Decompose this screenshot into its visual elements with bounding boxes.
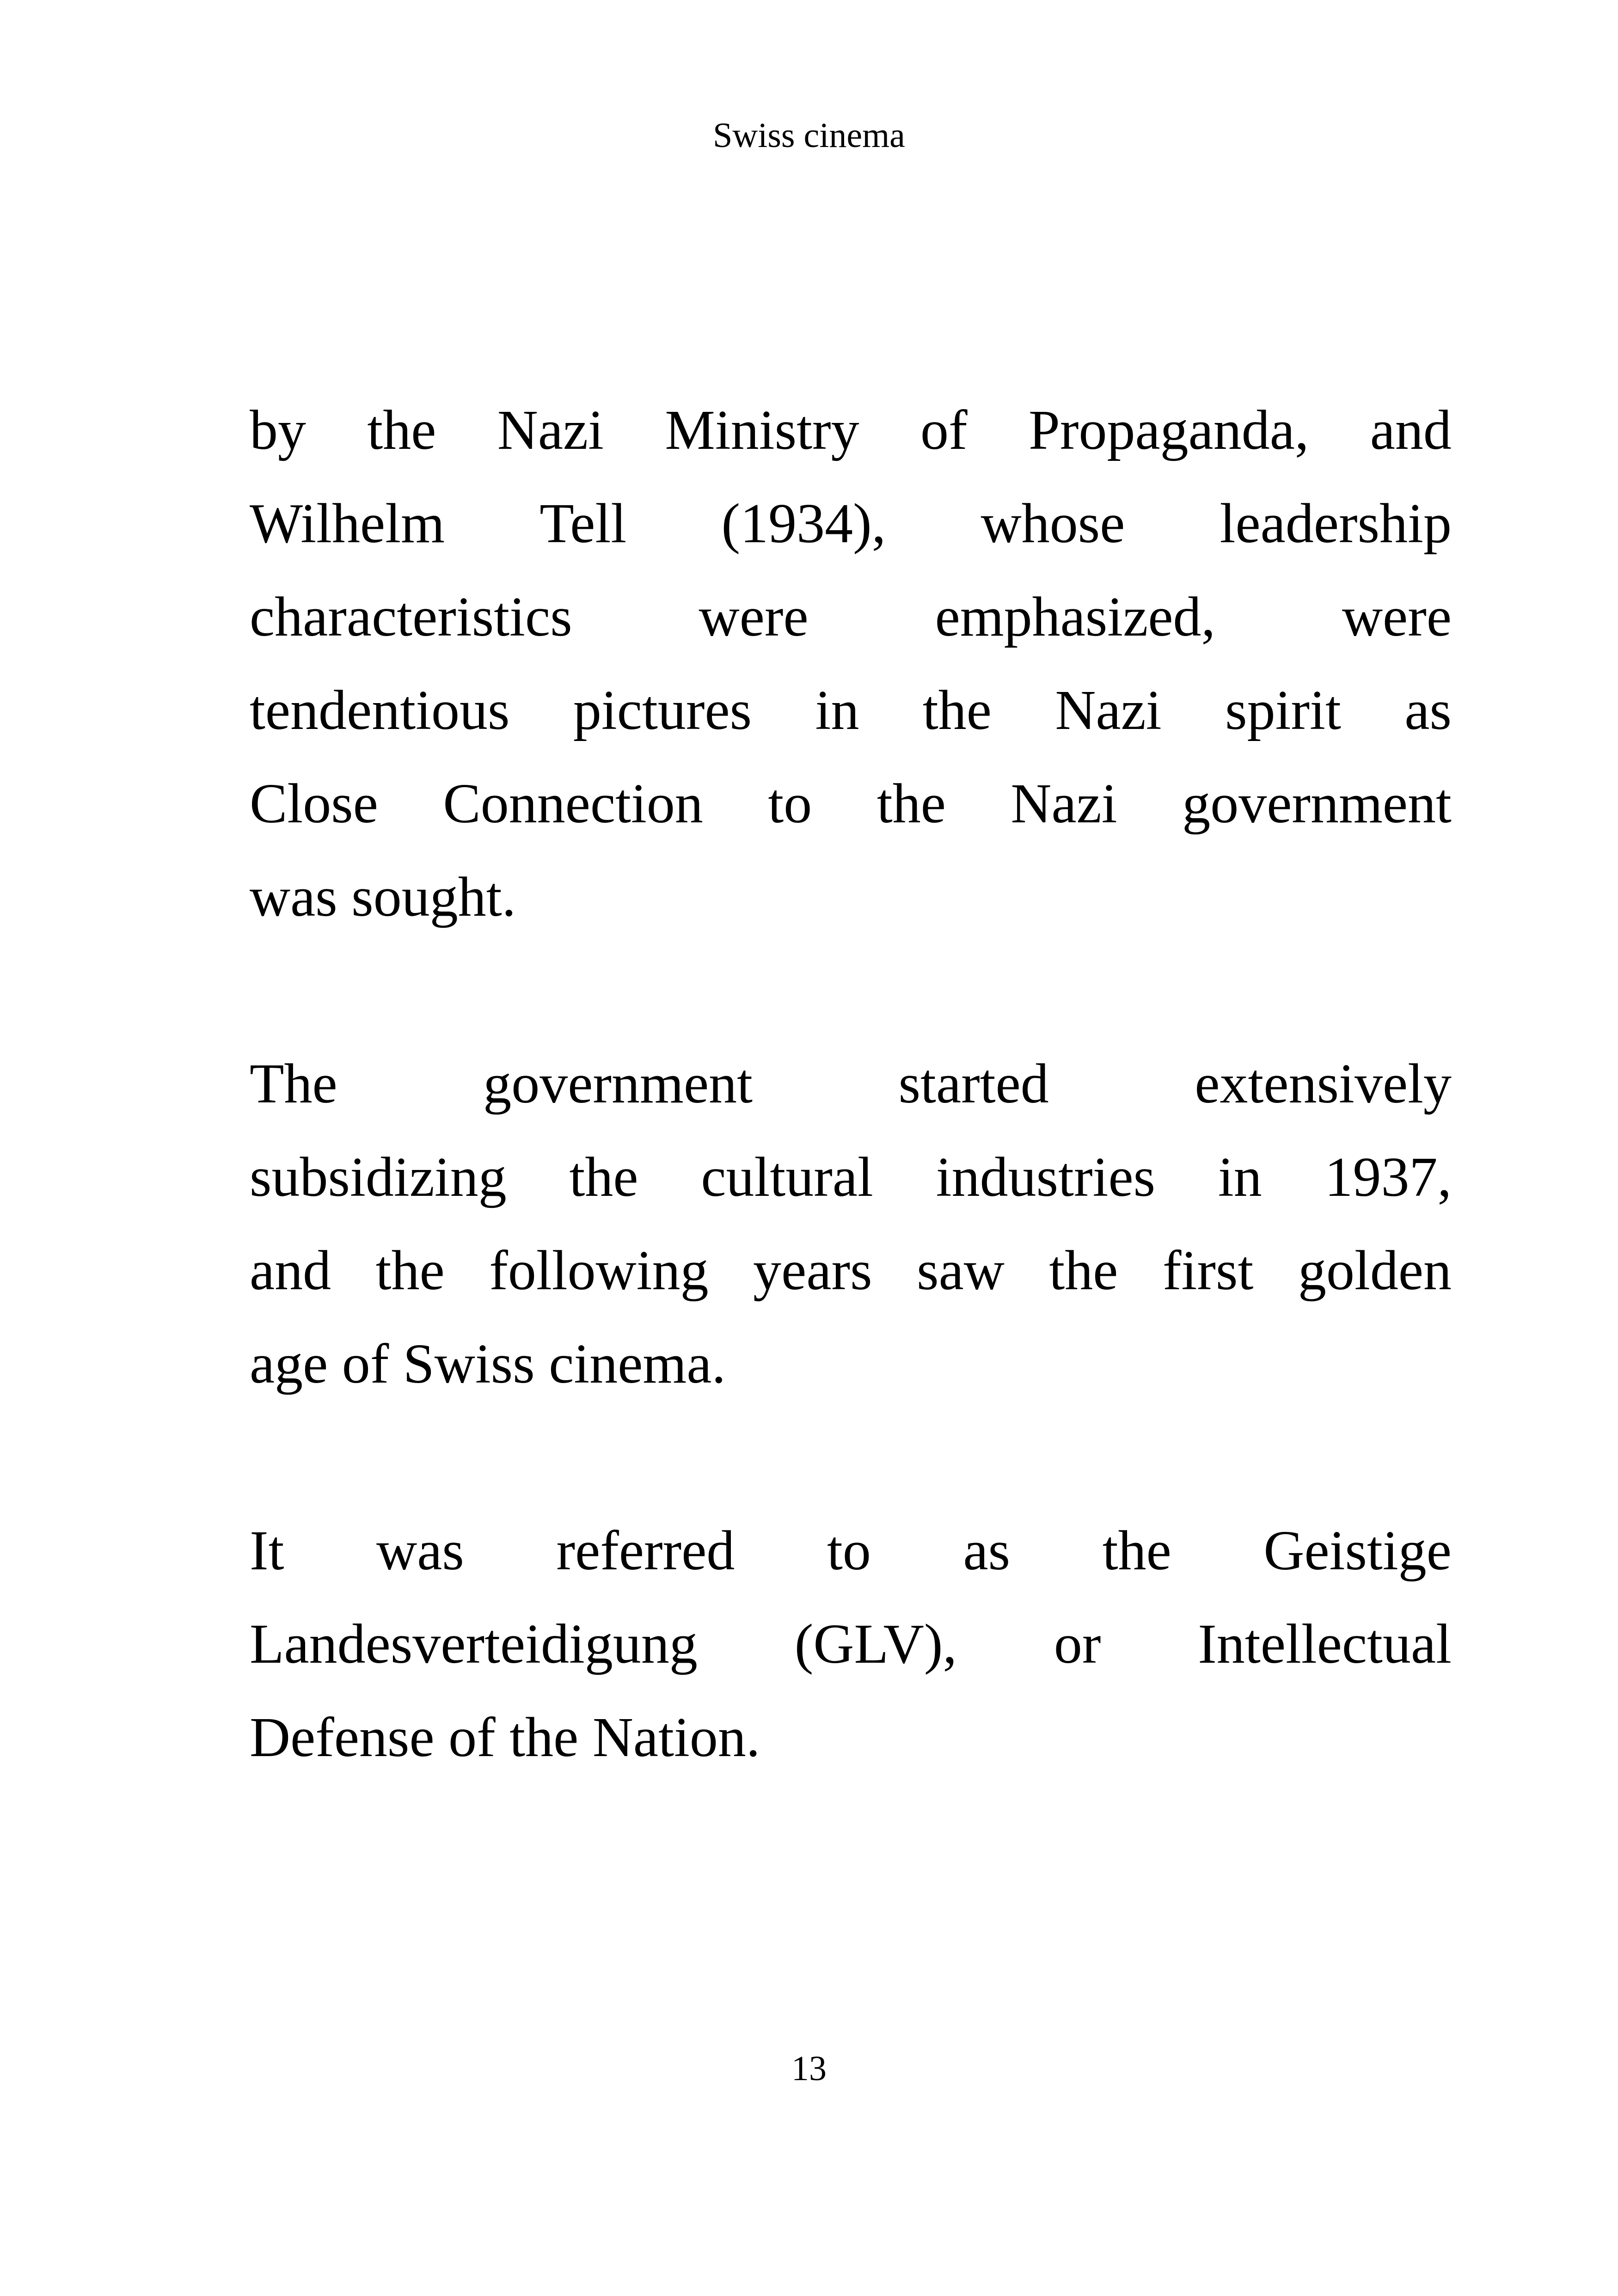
word: Nazi xyxy=(1055,679,1162,741)
word: industries xyxy=(936,1146,1156,1208)
word: in xyxy=(815,679,859,741)
word: The xyxy=(250,1053,337,1115)
word: years xyxy=(753,1239,872,1302)
word: cultural xyxy=(701,1146,873,1208)
word: subsidizing xyxy=(250,1146,507,1208)
word: pictures xyxy=(573,679,752,741)
word: as xyxy=(1404,679,1452,741)
text-line xyxy=(250,664,1452,757)
word: was xyxy=(376,1519,464,1582)
word: government xyxy=(1182,772,1452,835)
word: extensively xyxy=(1195,1053,1452,1115)
text-line xyxy=(250,1504,1452,1598)
word: Intellectual xyxy=(1198,1613,1452,1675)
text-line-final: was sought. xyxy=(250,866,516,928)
word: to xyxy=(768,772,812,835)
word: tendentious xyxy=(250,679,510,741)
word: were xyxy=(699,586,809,648)
word: Landesverteidigung xyxy=(250,1613,698,1675)
word: referred xyxy=(556,1519,735,1582)
text-line xyxy=(250,1131,1452,1224)
word: to xyxy=(827,1519,871,1582)
text-line xyxy=(250,1598,1452,1691)
word: of xyxy=(920,399,968,461)
word: first xyxy=(1162,1239,1254,1302)
paragraph xyxy=(250,384,1452,944)
word: as xyxy=(963,1519,1011,1582)
word: and xyxy=(1370,399,1452,461)
word: golden xyxy=(1298,1239,1452,1302)
word: It xyxy=(250,1519,284,1582)
running-header: Swiss cinema xyxy=(713,116,905,155)
text-line xyxy=(250,384,1452,477)
word: Nazi xyxy=(1011,772,1117,835)
text-line xyxy=(250,1037,1452,1131)
word: (1934), xyxy=(721,492,886,555)
paragraph xyxy=(250,1504,1452,1784)
word: in xyxy=(1218,1146,1262,1208)
word: Connection xyxy=(443,772,703,835)
word: Tell xyxy=(539,492,627,555)
word: Wilhelm xyxy=(250,492,445,555)
body-text xyxy=(250,384,1452,1784)
word: spirit xyxy=(1225,679,1341,741)
word: leadership xyxy=(1220,492,1452,555)
page-number: 13 xyxy=(791,2049,827,2088)
word: saw xyxy=(917,1239,1005,1302)
text-line xyxy=(250,570,1452,664)
paragraph xyxy=(250,1037,1452,1411)
word: the xyxy=(876,772,946,835)
word: Geistige xyxy=(1263,1519,1452,1582)
word: whose xyxy=(981,492,1125,555)
word: and xyxy=(250,1239,331,1302)
text-line xyxy=(250,477,1452,570)
word: the xyxy=(922,679,992,741)
word: emphasized, xyxy=(935,586,1215,648)
text-line xyxy=(250,1224,1452,1317)
word: government xyxy=(483,1053,753,1115)
text-line-final: Defense of the Nation. xyxy=(250,1706,760,1769)
word: 1937, xyxy=(1324,1146,1452,1208)
word: Ministry xyxy=(665,399,859,461)
word: the xyxy=(569,1146,638,1208)
word: Propaganda, xyxy=(1029,399,1309,461)
word: Close xyxy=(250,772,378,835)
word: the xyxy=(1102,1519,1171,1582)
word: started xyxy=(898,1053,1049,1115)
word: characteristics xyxy=(250,586,572,648)
word: by xyxy=(250,399,306,461)
text-line xyxy=(250,757,1452,851)
word: the xyxy=(1049,1239,1118,1302)
word: the xyxy=(375,1239,445,1302)
text-line-final: age of Swiss cinema. xyxy=(250,1333,726,1395)
word: were xyxy=(1342,586,1452,648)
word: Nazi xyxy=(497,399,604,461)
word: or xyxy=(1054,1613,1101,1675)
word: (GLV), xyxy=(794,1613,957,1675)
word: following xyxy=(489,1239,709,1302)
word: the xyxy=(367,399,436,461)
